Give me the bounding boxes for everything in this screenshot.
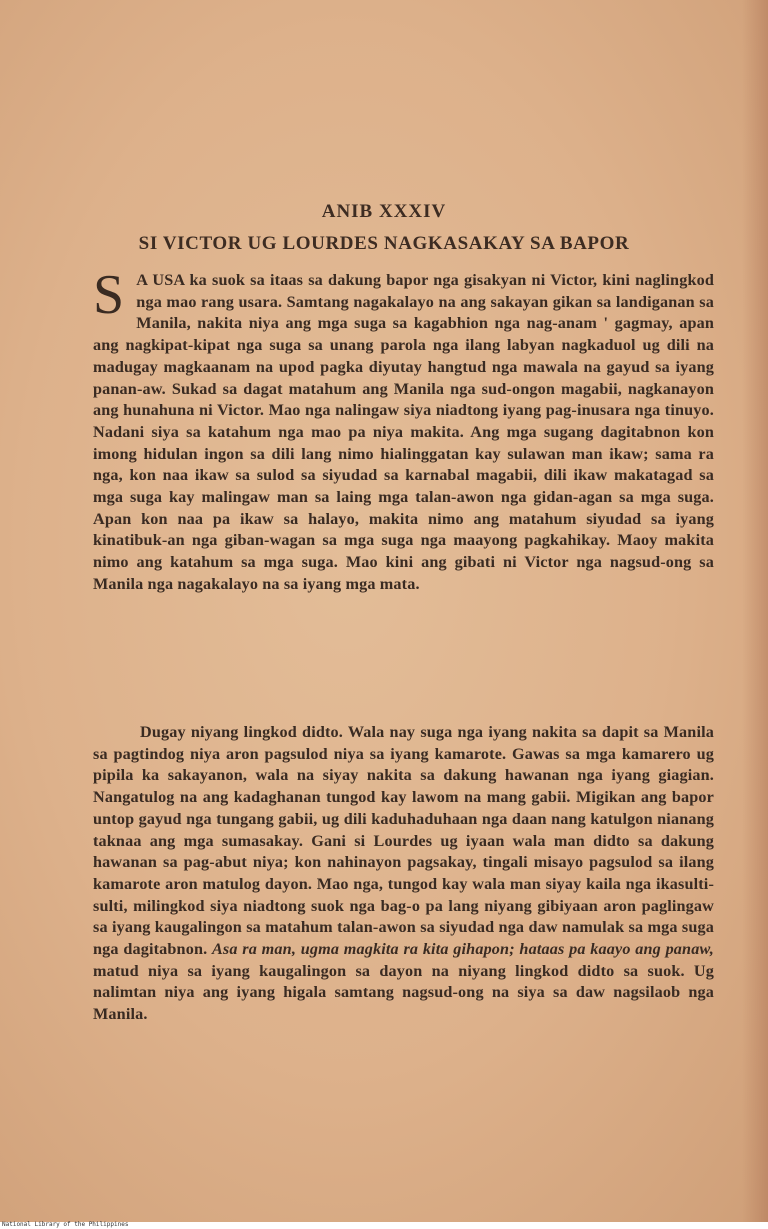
chapter-title: SI VICTOR UG LOURDES NAGKASAKAY SA BAPOR	[138, 233, 630, 254]
page-edge-shadow	[742, 0, 768, 1222]
paragraph-2	[93, 722, 714, 1026]
paragraph-2-text: Dugay niyang lingkod didto. Wala nay suga nga iyang nakita sa dapit sa Manila sa pagtindog niya aron pagsulod niya sa iyang kamarote. Gawas sa mga kamarero ug pipila ka sakayanon, wala na siyay nakita sa dakung hawanan nga iyang giagian. Nangatulog na ang kadaghanan tungod kay lawom na mang gabii. Migikan ang bapor untop gayud nga tungang gabii, ug dili kaduhaduhaan nga daan nang katulgon nianang taknaa ang mga sumasakay. Gani si Lourdes ug iyaan wala man didto sa dakung hawanan sa pag-abut niya; kon nahinayon pagsakay, tingali misayo pagsulod sa ilang kamarote aron matulog dayon. Mao nga, tungod kay wala man siyay kaila nga ikasulti-sulti, milingkod siya niadtong suok nga bag-o pa lang niyang gibiyaan aron paglingaw sa iyang kaugalingon sa matahum talan-awon sa siyudad nga daw namulak sa mga suga nga dagitabnon.	[93, 723, 714, 959]
chapter-heading: ANIB XXXIV	[321, 201, 447, 222]
footer-bar	[0, 1222, 768, 1229]
drop-cap: S	[93, 264, 125, 326]
paragraph-2-text-after: matud niya sa iyang kaugalingon sa dayon na niyang lingkod didto sa suok. Ug nalimtan niya ang iyang higala samtang nagsud-ong na siya sa daw nagsilaob nga Manila.	[93, 961, 714, 1024]
paragraph-1	[93, 264, 714, 596]
paragraph-1-text: A USA ka suok sa itaas sa dakung bapor nga gisakyan ni Victor, kini naglingkod nga mao rang usara. Samtang nagakalayo na ang sakayan gikan sa landiganan sa Manila, nakita niya ang mga suga sa kagabhion nga nag-anam ' gagmay, apan ang nagkipat-kipat nga suga sa unang parola nga ilang labyan nagkaduol ug dili na madugay magkaanam na upod pagka diyutay hangtud nga mawala na gayud sa iyang panan-aw. Sukad sa dagat matahum ang Manila nga sud-ongon magabii, nagkanayon ang hunahuna ni Victor. Mao nga nalingaw siya niadtong iyang pag-inusara nga tinuyo. Nadani siya sa katahum nga mao pa niya makita. Ang mga sugang dagitabnon kon imong hidulan ingon sa dili lang nimo hialinggatan kay sulawan man ikaw; sama ra nga, kon naa ikaw sa sulod sa siyudad sa karnabal magabii, dili ikaw makatagad sa mga suga kay malingaw man sa laing mga talan-awon nga gidan-agan sa mga suga. Apan kon naa pa ikaw sa halayo, makita nimo ang matahum siyudad sa iyang kinatibuk-an nga giban-wagan sa mga suga nga maayong pagkahikay. Maoy makita nimo ang katahum sa mga suga. Mao kini ang gibati ni Victor nga nagsud-ong sa Manila nga nagakalayo na sa iyang mga mata.	[93, 271, 714, 593]
footer-credit: National Library of the Philippines	[2, 1221, 129, 1228]
italic-quote: Asa ra man, ugma magkita ra kita gihapon; hataas pa kaayo ang panaw,	[211, 940, 714, 959]
